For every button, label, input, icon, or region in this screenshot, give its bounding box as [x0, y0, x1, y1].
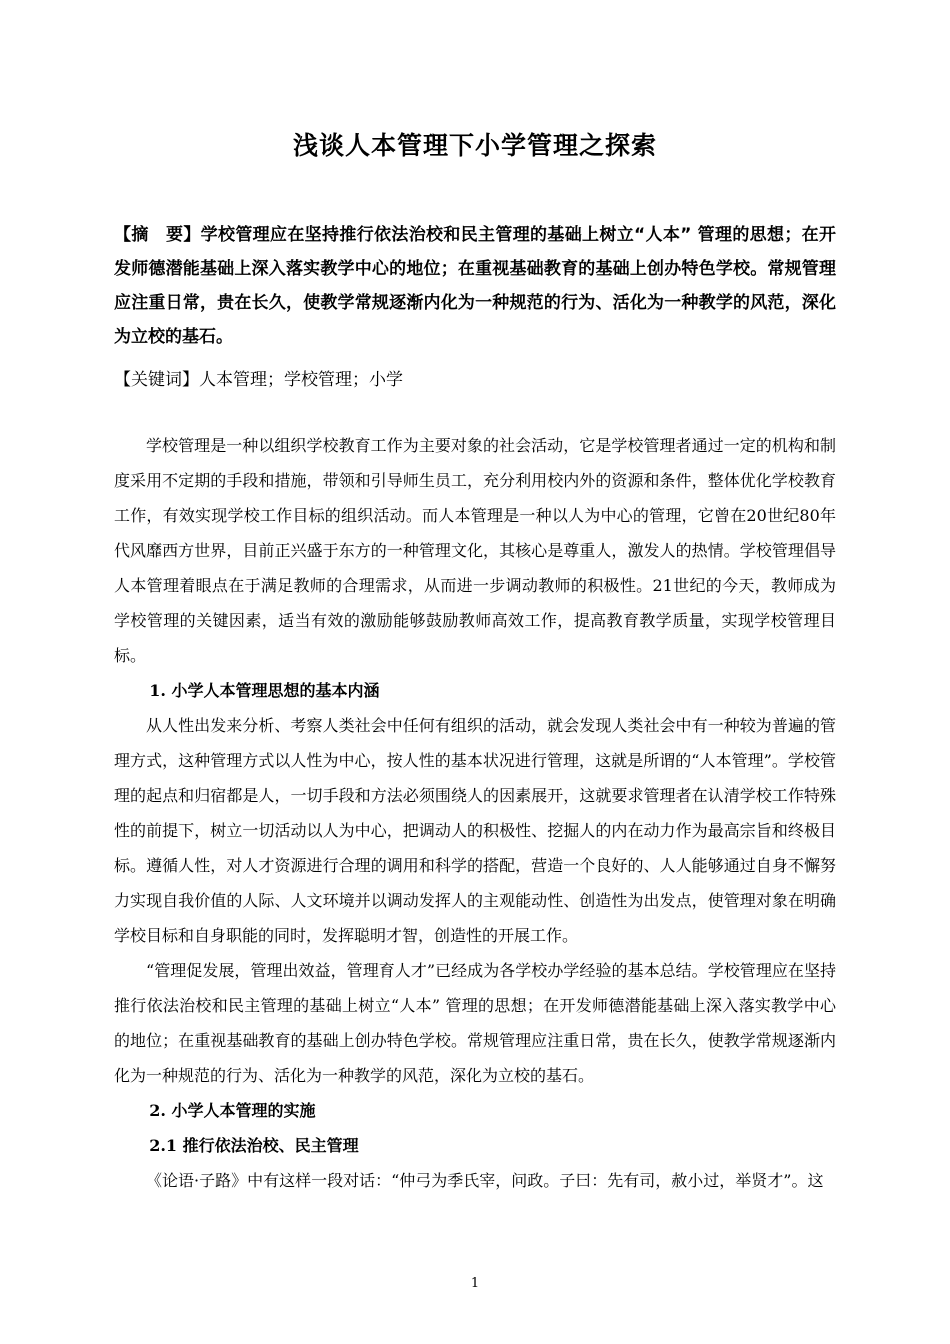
body-text: [114, 428, 836, 1198]
page-number: 1: [470, 1276, 480, 1291]
abstract: 【摘 要】学校管理应在坚持推行依法治校和民主管理的基础上树立“人本” 管理的思想；在开发师德潜能基础上深入落实教学中心的地位；在重视基础教育的基础上创办特色学校。常规管理应注重日常，贵在长久，使教学常规逐渐内化为一种规范的行为、活化为一种教学的风范，深化为立校的基石。: [114, 225, 836, 347]
paper-title: 浅谈人本管理下小学管理之探索: [292, 131, 657, 160]
section-1-heading: 1. 小学人本管理思想的基本内涵: [149, 681, 380, 700]
section-2-1-paragraph-1: 《论语·子路》中有这样一段对话：“仲弓为季氏宰，问政。子曰：先有司，赦小过，举贤才”。这: [146, 1171, 824, 1190]
keywords: 【关键词】人本管理；学校管理；小学: [114, 370, 403, 390]
section-1-paragraph-2: “管理促发展，管理出效益，管理育人才”已经成为各学校办学经验的基本总结。学校管理应在坚持推行依法治校和民主管理的基础上树立“人本” 管理的思想；在开发师德潜能基础上深入落实教学中心的地位；在重视基础教育的基础上创办特色学校。常规管理应注重日常，贵在长久，使教学常规逐渐内化为一种规范的行为、活化为一种教学的风范，深化为立校的基石。: [114, 961, 836, 1085]
intro-paragraph: 学校管理是一种以组织学校教育工作为主要对象的社会活动，它是学校管理者通过一定的机构和制度采用不定期的手段和措施，带领和引导师生员工，充分利用校内外的资源和条件，整体优化学校教育工作，有效实现学校工作目标的组织活动。而人本管理是一种以人为中心的管理，它曾在20世纪80年代风靡西方世界，目前正兴盛于东方的一种管理文化，其核心是尊重人，激发人的热情。学校管理倡导人本管理着眼点在于满足教师的合理需求，从而进一步调动教师的积极性。21世纪的今天，教师成为学校管理的关键因素，适当有效的激励能够鼓励教师高效工作，提高教育教学质量，实现学校管理目标。: [114, 436, 836, 665]
section-2-heading: 2. 小学人本管理的实施: [149, 1101, 316, 1120]
section-1-paragraph-1: 从人性出发来分析、考察人类社会中任何有组织的活动，就会发现人类社会中有一种较为普遍的管理方式，这种管理方式以人性为中心，按人性的基本状况进行管理，这就是所谓的“人本管理”。学校管理的起点和归宿都是人，一切手段和方法必须围绕人的因素展开，这就要求管理者在认清学校工作特殊性的前提下，树立一切活动以人为中心，把调动人的积极性、挖掘人的内在动力作为最高宗旨和终极目标。遵循人性，对人才资源进行合理的调用和科学的搭配，营造一个良好的、人人能够通过自身不懈努力实现自我价值的人际、人文环境并以调动发挥人的主观能动性、创造性为出发点，使管理对象在明确学校目标和自身职能的同时，发挥聪明才智，创造性的开展工作。: [114, 716, 836, 945]
section-2-1-heading: 2.1 推行依法治校、民主管理: [149, 1136, 359, 1155]
